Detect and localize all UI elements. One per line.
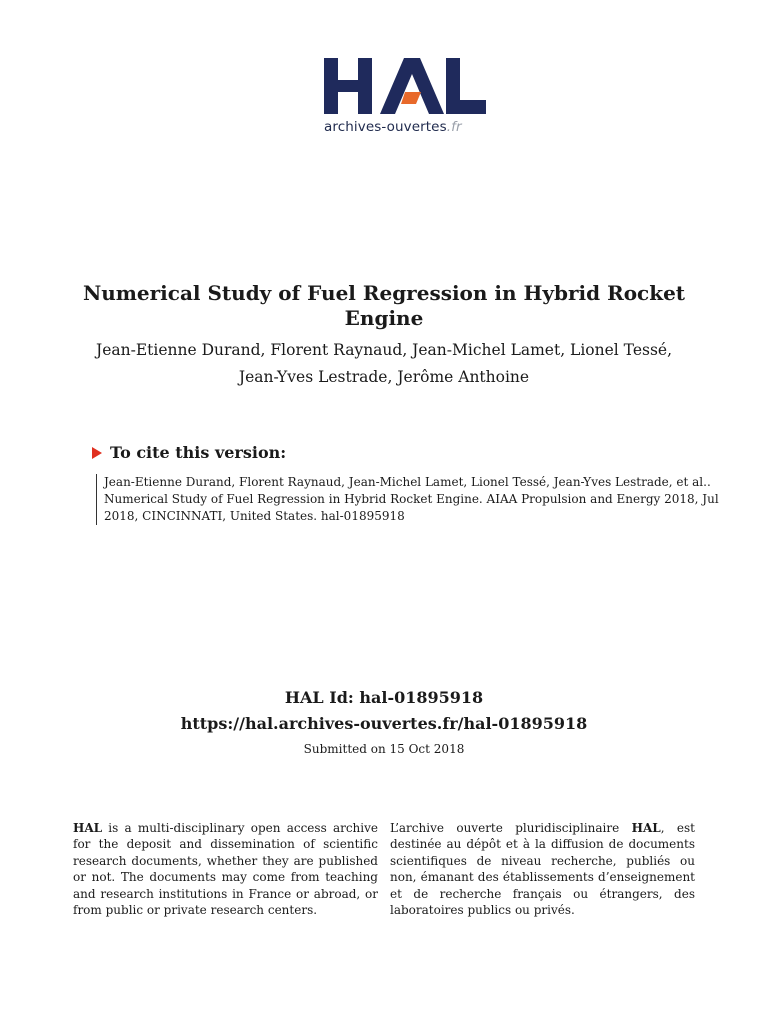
cite-heading [92,443,286,462]
triangle-bullet-icon [92,447,102,459]
description-french [390,820,695,918]
logo-sub-text: archives-ouvertes [324,119,447,135]
authors-line-1: Jean-Etienne Durand, Florent Raynaud, Jean-Michel Lamet, Lionel Tessé, [96,341,672,359]
hal-logo-subtitle [324,119,462,135]
description-en-text: is a multi-disciplinary open access archive for the deposit and dissemination of scientific research documents, whether they are published or not. The documents may come from teaching and research institutions in France or abroad, or from public or private research centers. [73,821,378,918]
hal-logo-mark [322,52,488,116]
citation-text: Jean-Etienne Durand, Florent Raynaud, Jean-Michel Lamet, Lionel Tessé, Jean-Yves Lestrade, et al.. Numerical Study of Fuel Regression in Hybrid Rocket Engine. AIAA Propulsion and Energy 2018, Jul 2018, CINCINNATI, United States. hal-01895918 [96,474,734,525]
description-fr-text: , est destinée au dépôt et à la diffusion de documents scientifiques de niveau recherche, publiés ou non, émanant des établissements d’enseignement et de recherche français ou étrangers, des laboratoires publics ou privés. [390,821,695,918]
hal-id-block [70,685,698,737]
paper-authors [70,337,698,391]
paper-title: Numerical Study of Fuel Regression in Hybrid Rocket Engine [82,281,686,330]
hal-id: HAL Id: hal-01895918 [284,688,484,707]
submission-date: Submitted on 15 Oct 2018 [303,742,465,756]
hal-bold-fr: HAL [631,821,661,835]
cite-heading-text: To cite this version: [110,443,287,462]
authors-line-2: Jean-Yves Lestrade, Jerôme Anthoine [238,368,530,386]
description-fr-prefix: L’archive ouverte pluridisciplinaire [390,821,632,835]
hal-url-link[interactable]: https://hal.archives-ouvertes.fr/hal-01895918 [180,714,588,733]
hal-logo [322,52,488,142]
hal-bold-en: HAL [73,821,103,835]
description-english [73,820,378,918]
logo-sub-suffix: .fr [446,119,462,135]
